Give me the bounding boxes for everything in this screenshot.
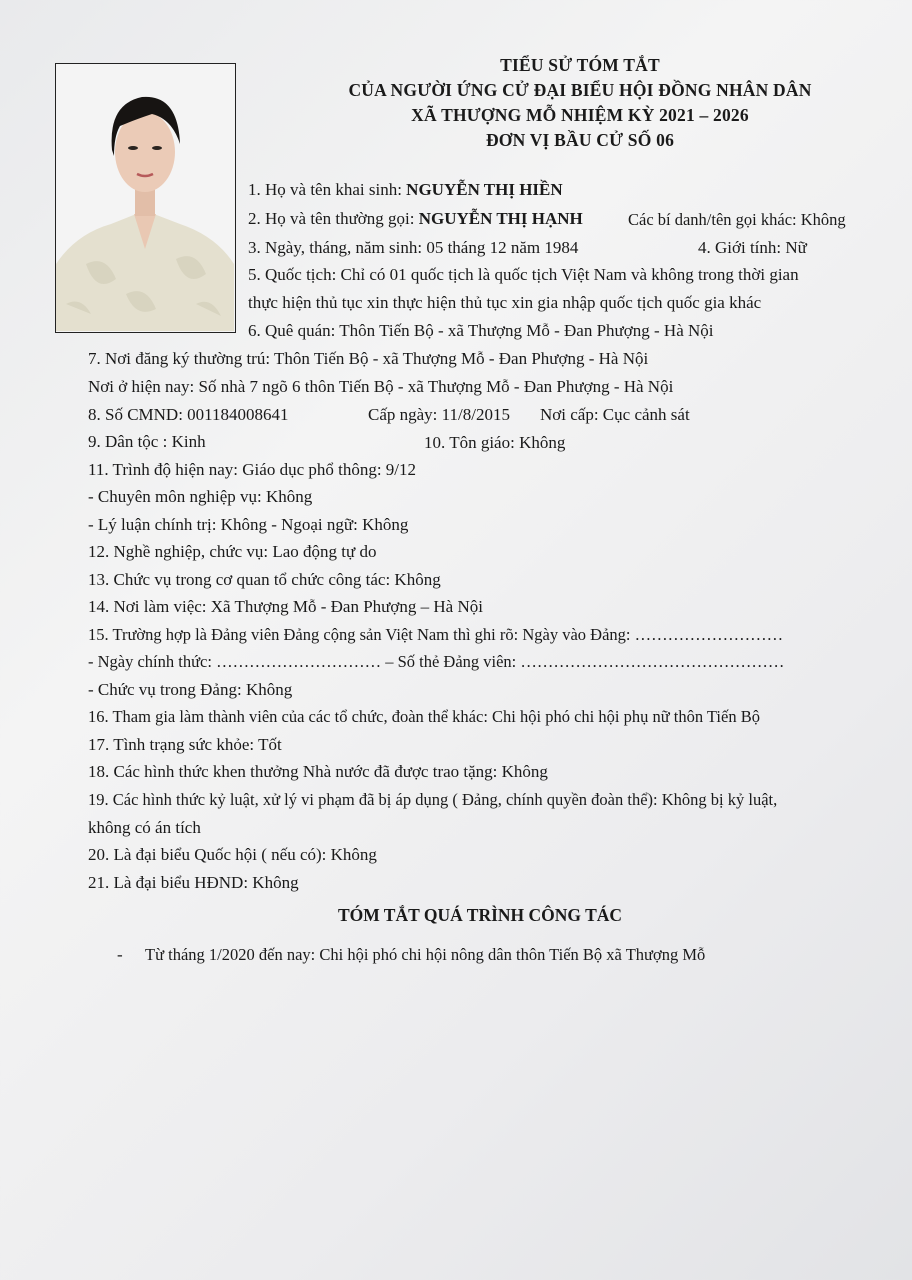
- portrait-icon: [56, 64, 234, 331]
- work-summary-item: Từ tháng 1/2020 đến nay: Chi hội phó chi hội nông dân thôn Tiến Bộ xã Thượng Mỗ: [145, 945, 706, 964]
- field-party-member: 15. Trường hợp là Đảng viên Đảng cộng sản Việt Nam thì ghi rõ: Ngày vào Đảng: ………………………: [88, 625, 784, 644]
- field-hometown: 6. Quê quán: Thôn Tiến Bộ - xã Thượng Mỗ - Đan Phượng - Hà Nội: [248, 321, 714, 340]
- work-summary-title: TÓM TẮT QUÁ TRÌNH CÔNG TÁC: [337, 905, 623, 925]
- field-alias: Các bí danh/tên gọi khác: Không: [628, 210, 846, 229]
- document-header: [250, 53, 910, 153]
- field-awards: 18. Các hình thức khen thưởng Nhà nước đã được trao tặng: Không: [88, 762, 548, 781]
- common-name-label: 2. Họ và tên thường gọi:: [248, 209, 419, 228]
- field-occupation: 12. Nghề nghiệp, chức vụ: Lao động tự do: [88, 542, 377, 561]
- field-discipline: 19. Các hình thức kỷ luật, xử lý vi phạm đã bị áp dụng ( Đảng, chính quyền đoàn thể): Không bị kỷ luật,: [88, 790, 778, 809]
- field-specialty: - Chuyên môn nghiệp vụ: Không: [88, 487, 313, 506]
- header-term: XÃ THƯỢNG MỖ NHIỆM KỲ 2021 – 2026: [411, 105, 749, 125]
- field-religion: 10. Tôn giáo: Không: [424, 433, 566, 452]
- field-organizations: 16. Tham gia làm thành viên của các tổ chức, đoàn thể khác: Chi hội phó chi hội phụ nữ thôn Tiến Bộ: [88, 707, 760, 726]
- field-na-deputy: 20. Là đại biểu Quốc hội ( nếu có): Không: [88, 845, 377, 864]
- field-position: 13. Chức vụ trong cơ quan tổ chức công tác: Không: [88, 570, 441, 589]
- birth-name-label: 1. Họ và tên khai sinh:: [248, 180, 407, 199]
- field-current-address: Nơi ở hiện nay: Số nhà 7 ngõ 6 thôn Tiến Bộ - xã Thượng Mỗ - Đan Phượng - Hà Nội: [88, 377, 674, 396]
- field-education: 11. Trình độ hiện nay: Giáo dục phổ thông: 9/12: [88, 460, 417, 479]
- header-unit: ĐƠN VỊ BẦU CỬ SỐ 06: [485, 130, 675, 150]
- field-nationality-cont: thực hiện thủ tục xin thực hiện thủ tục xin gia nhập quốc tịch quốc gia khác: [248, 293, 762, 312]
- work-summary-bullet: -: [117, 945, 123, 964]
- birth-name-value: NGUYỄN THỊ HIỀN: [406, 180, 563, 199]
- field-permanent-address: 7. Nơi đăng ký thường trú: Thôn Tiến Bộ - xã Thượng Mỗ - Đan Phượng - Hà Nội: [88, 349, 649, 368]
- field-id-number: 8. Số CMND: 001184008641: [88, 405, 289, 424]
- field-politics-language: - Lý luận chính trị: Không - Ngoại ngữ: Không: [88, 515, 409, 534]
- field-workplace: 14. Nơi làm việc: Xã Thượng Mỗ - Đan Phượng – Hà Nội: [88, 597, 483, 616]
- field-birthdate: 3. Ngày, tháng, năm sinh: 05 tháng 12 năm 1984: [248, 238, 579, 257]
- field-id-issue-date: Cấp ngày: 11/8/2015: [368, 405, 510, 424]
- field-health: 17. Tình trạng sức khỏe: Tốt: [88, 735, 282, 754]
- common-name-value: NGUYỄN THỊ HẠNH: [418, 209, 583, 228]
- field-gender: 4. Giới tính: Nữ: [698, 238, 807, 257]
- field-discipline-cont: không có án tích: [88, 818, 201, 837]
- field-nationality: 5. Quốc tịch: Chỉ có 01 quốc tịch là quốc tịch Việt Nam và không trong thời gian: [248, 265, 799, 284]
- field-ethnicity: 9. Dân tộc : Kinh: [88, 432, 206, 451]
- field-party-official: - Ngày chính thức: ………………………… – Số thẻ Đảng viên: …………………………………………: [88, 652, 785, 671]
- header-subtitle: CỦA NGƯỜI ỨNG CỬ ĐẠI BIỂU HỘI ĐỒNG NHÂN DÂN: [348, 80, 812, 100]
- field-council-deputy: 21. Là đại biểu HĐND: Không: [88, 873, 299, 892]
- field-birth-name: [248, 179, 563, 201]
- field-party-position: - Chức vụ trong Đảng: Không: [88, 680, 293, 699]
- header-title: TIỂU SỬ TÓM TẮT: [500, 55, 660, 75]
- portrait-photo: [55, 63, 236, 333]
- field-id-issue-place: Nơi cấp: Cục cảnh sát: [540, 405, 690, 424]
- field-common-name: [248, 208, 583, 230]
